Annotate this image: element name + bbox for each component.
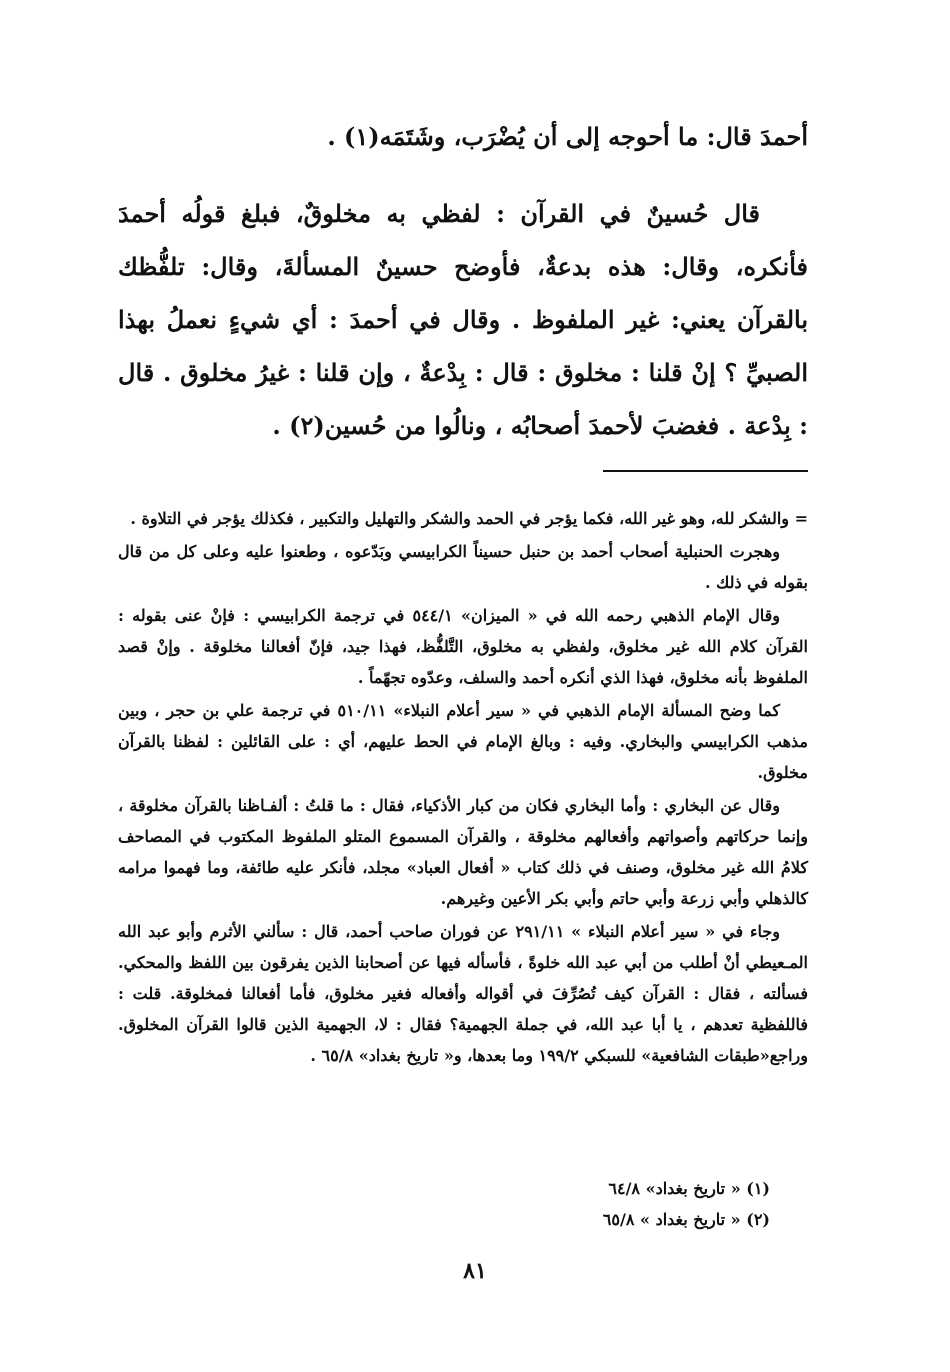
footnote-paragraph: كما وضح المسألة الإمام الذهبي في « سير أعلام النبلاء» ٥١٠/١١ في ترجمة علي بن حجر ، وبين مذهب الكرابيسي والبخاري. وفيه : وبالغ الإمام في الحط عليهم، أي : على القائلين : لفظنا بالقرآن مخلوق. (118, 701, 808, 782)
main-paragraph-2: قال حُسينٌ في القرآن : لفظي به مخلوقٌ، فبلغ قولُه أحمدَ فأنكره، وقال: هذه بدعةٌ، فأوضح حسينٌ المسألةَ، وقال: تلفُّظك بالقرآن يعني: غير الملفوظ . وقال في أحمدَ : أي شيءٍ نعملُ بهذا الصبيِّ ؟ إنْ قلنا : مخلوق : قال : بِدْعةٌ ، وإن قلنا : غيرُ مخلوق . قال : بِدْعة . فغضبَ لأحمدَ أصحابُه ، ونالُوا من حُسين(٢) . (118, 199, 808, 440)
reference-notes (603, 1173, 770, 1235)
main-paragraph-1: أحمدَ قال: ما أحوجه إلى أن يُضْرَب، وشَتَمَه(١) . (327, 122, 808, 151)
footnote-paragraph: وقال الإمام الذهبي رحمه الله في « الميزان» ٥٤٤/١ في ترجمة الكرابيسي : فإنْ عنى بقوله : القرآن كلام الله غير مخلوق، ولفظي به مخلوق، التَّلفُّظ، فهذا جيد، فإنّ أفعالنا مخلوقة . وإنْ قصد الملفوظ بأنه مخلوق، فهذا الذي أنكره أحمد والسلف، وعدّوه تجهّماً . (118, 606, 808, 687)
footnote-paragraph: = والشكر لله، وهو غير الله، فكما يؤجر في الحمد والشكر والتهليل والتكبير ، فكذلك يؤجر في التلاوة . (130, 509, 808, 528)
footnote-paragraph: وقال عن البخاري : وأما البخاري فكان من كبار الأذكياء، فقال : ما قلتُ : ألفـاظنا بالقرآن مخلوقة ، وإنما حركاتهم وأصواتهم وأفعالهم مخلوقة ، والقرآن المسموع المتلو الملفوظ المكتوب في المصاحف كلامُ الله غير مخلوق، وصنف في ذلك كتاب « أفعال العباد» مجلد، فأنكر عليه طائفة، وما فهموا مرامه كالذهلي وأبي زرعة وأبي حاتم وأبي بكر الأعين وغيرهم. (118, 796, 808, 908)
reference-note-2: (٢) « تاريخ بغداد » ٦٥/٨ (602, 1210, 770, 1229)
footnotes (118, 503, 808, 1073)
reference-note-1: (١) « تاريخ بغداد» ٦٤/٨ (608, 1179, 770, 1198)
page-number: ٨١ (463, 1258, 487, 1284)
main-text (118, 110, 808, 452)
footnote-separator (603, 470, 808, 472)
footnote-paragraph: وجاء في « سير أعلام النبلاء » ٢٩١/١١ عن فوران صاحب أحمد، قال : سألني الأثرم وأبو عبد الله المـعيطي أنْ أطلب من أبي عبد الله خلوةً ، فأسأله فيها عن أصحابنا الذين يفرقون بين اللفظ والمحكي. فسألته ، فقال : القرآن كيف تُصُرِّفَ في أقواله وأفعاله فغير مخلوق، فأما أفعالنا فمخلوقة. قلت : فاللفظية تعدهم ، يا أبا عبد الله، في جملة الجهمية؟ فقال : لا، الجهمية الذين قالوا القرآن المخلوق. وراجع«طبقات الشافعية» للسبكي ١٩٩/٢ وما بعدها، و« تاريخ بغداد» ٦٥/٨ . (118, 922, 808, 1065)
footnote-paragraph: وهجرت الحنبلية أصحاب أحمد بن حنبل حسيناً الكرابيسي وبَدّعوه ، وطعنوا عليه وعلى كل من قال بقوله في ذلك . (118, 542, 808, 592)
